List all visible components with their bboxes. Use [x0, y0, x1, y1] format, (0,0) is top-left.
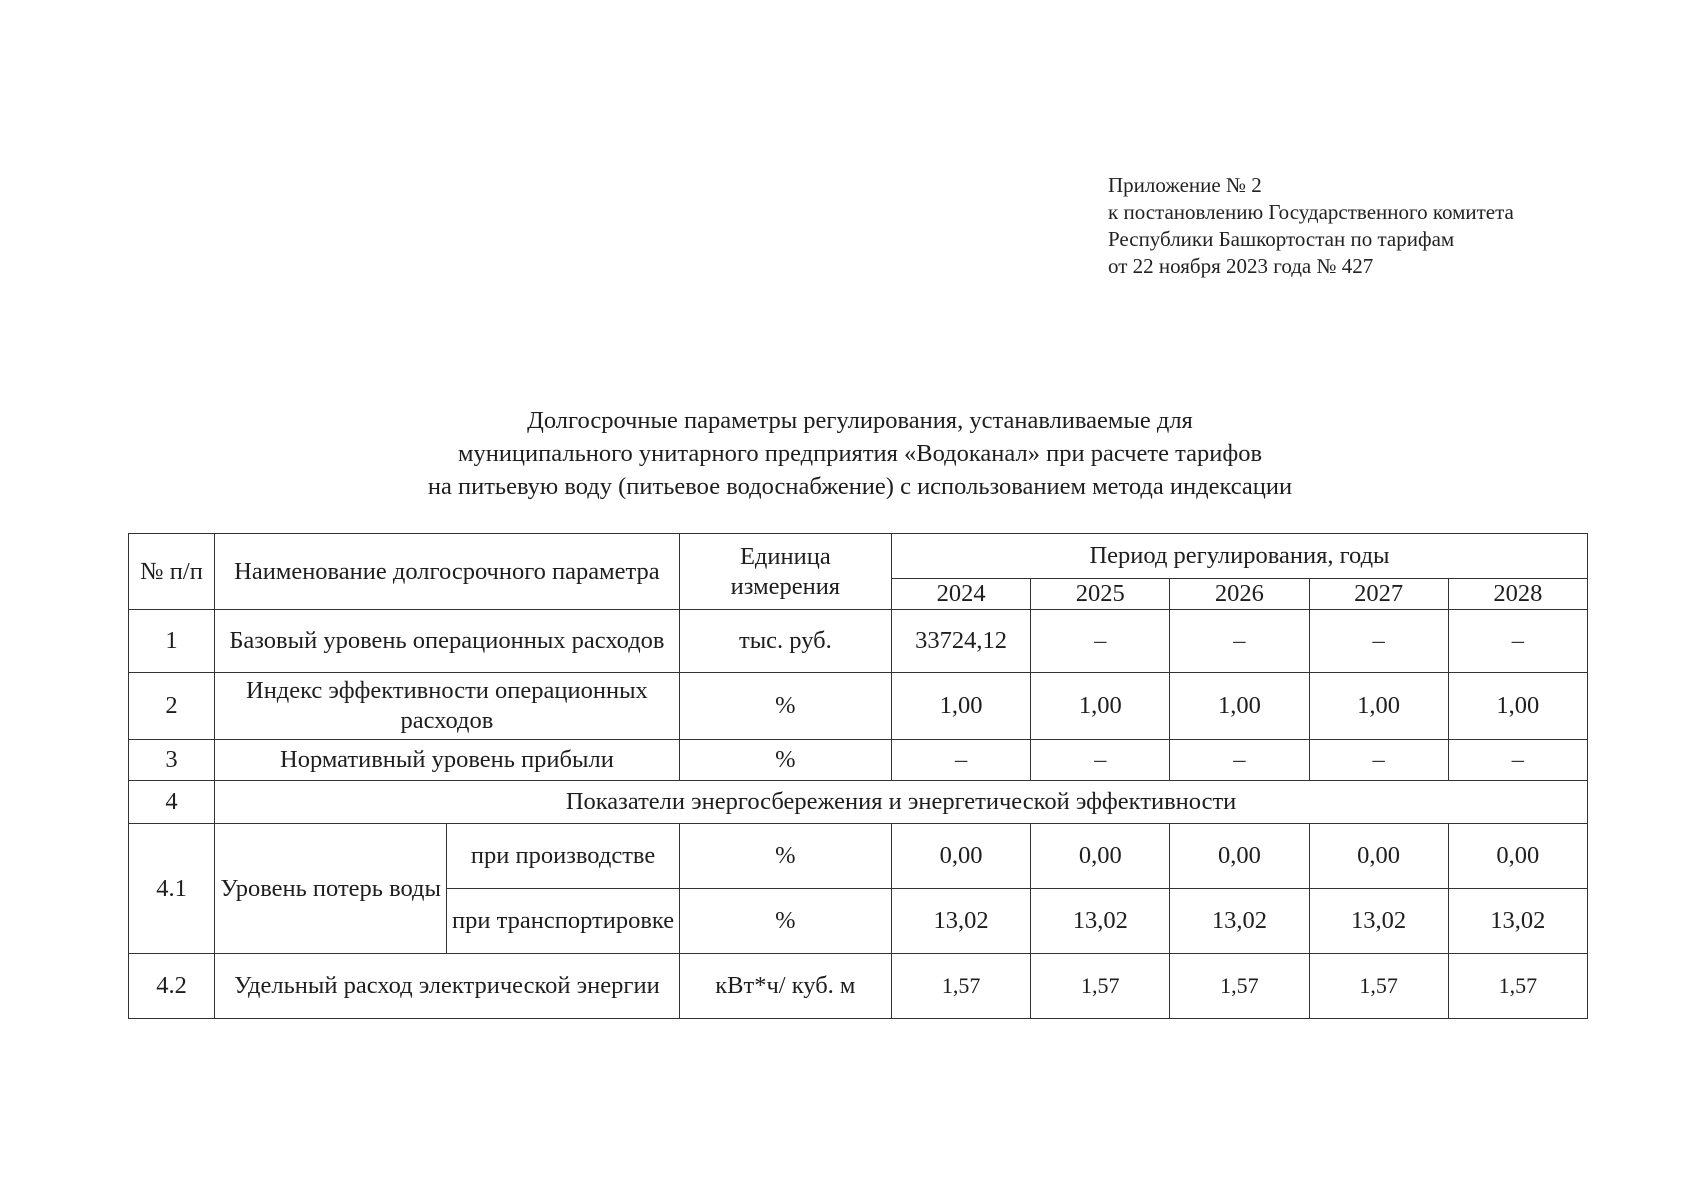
table-row [129, 824, 1588, 889]
table-row [129, 740, 1588, 781]
row-value: 33724,12 [892, 610, 1031, 673]
row-name: Уровень потерь воды [215, 824, 447, 954]
table-row [129, 673, 1588, 740]
row-num: 4 [129, 781, 215, 824]
header-name: Наименование долгосрочного параметра [215, 534, 680, 610]
row-value: 1,00 [1309, 673, 1448, 740]
row-value: – [1031, 610, 1170, 673]
row-value: 13,02 [1170, 889, 1309, 954]
appendix-line: к постановлению Государственного комитета [1108, 200, 1514, 224]
row-value: 1,57 [1031, 954, 1170, 1019]
header-year: 2026 [1170, 579, 1309, 610]
row-value: – [1448, 610, 1587, 673]
document-title [280, 404, 1440, 503]
row-name: Базовый уровень операционных расходов [215, 610, 680, 673]
row-subname: при транспортировке [447, 889, 679, 954]
title-line: муниципального унитарного предприятия «Водоканал» при расчете тарифов [457, 440, 1263, 467]
row-num: 4.1 [129, 824, 215, 954]
header-year: 2025 [1031, 579, 1170, 610]
row-unit: тыс. руб. [679, 610, 891, 673]
row-value: 0,00 [1170, 824, 1309, 889]
header-year: 2028 [1448, 579, 1587, 610]
row-value: – [1170, 610, 1309, 673]
header-period: Период регулирования, годы [892, 534, 1588, 579]
row-unit: кВт*ч/ куб. м [679, 954, 891, 1019]
header-year: 2024 [892, 579, 1031, 610]
row-value: 1,57 [1309, 954, 1448, 1019]
row-num: 1 [129, 610, 215, 673]
row-value: 1,57 [1170, 954, 1309, 1019]
header-year: 2027 [1309, 579, 1448, 610]
row-value: 0,00 [892, 824, 1031, 889]
table-row [129, 610, 1588, 673]
row-value: 13,02 [1031, 889, 1170, 954]
row-value: 1,00 [892, 673, 1031, 740]
table-header-row [129, 534, 1588, 579]
row-value: – [1031, 740, 1170, 781]
row-name: Индекс эффективности операционных расходов [215, 673, 680, 740]
row-value: 0,00 [1031, 824, 1170, 889]
row-unit: % [679, 673, 891, 740]
row-name: Нормативный уровень прибыли [215, 740, 680, 781]
row-subname: при производстве [447, 824, 679, 889]
row-value: 13,02 [1448, 889, 1587, 954]
title-line: Долгосрочные параметры регулирования, устанавливаемые для [527, 407, 1193, 434]
row-unit: % [679, 824, 891, 889]
table-section-row [129, 781, 1588, 824]
appendix-line: от 22 ноября 2023 года № 427 [1108, 254, 1374, 278]
appendix-line: Приложение № 2 [1108, 173, 1262, 197]
row-value: 1,57 [1448, 954, 1587, 1019]
header-num: № п/п [129, 534, 215, 610]
row-value: – [1170, 740, 1309, 781]
row-value: 13,02 [1309, 889, 1448, 954]
appendix-header [1108, 172, 1514, 280]
row-value: 0,00 [1448, 824, 1587, 889]
row-value: 1,00 [1031, 673, 1170, 740]
row-name: Удельный расход электрической энергии [215, 954, 680, 1019]
row-value: 1,57 [892, 954, 1031, 1019]
appendix-line: Республики Башкортостан по тарифам [1108, 227, 1455, 251]
row-num: 2 [129, 673, 215, 740]
row-value: – [1309, 610, 1448, 673]
section-title: Показатели энергосбережения и энергетической эффективности [215, 781, 1588, 824]
row-num: 3 [129, 740, 215, 781]
row-value: – [1309, 740, 1448, 781]
row-value: – [1448, 740, 1587, 781]
header-unit: Единица измерения [679, 534, 891, 610]
row-value: 13,02 [892, 889, 1031, 954]
row-value: – [892, 740, 1031, 781]
row-value: 1,00 [1448, 673, 1587, 740]
row-num: 4.2 [129, 954, 215, 1019]
table-row [129, 954, 1588, 1019]
row-value: 0,00 [1309, 824, 1448, 889]
row-value: 1,00 [1170, 673, 1309, 740]
row-unit: % [679, 740, 891, 781]
title-line: на питьевую воду (питьевое водоснабжение) с использованием метода индексации [427, 473, 1293, 500]
row-unit: % [679, 889, 891, 954]
parameters-table [128, 533, 1588, 1019]
